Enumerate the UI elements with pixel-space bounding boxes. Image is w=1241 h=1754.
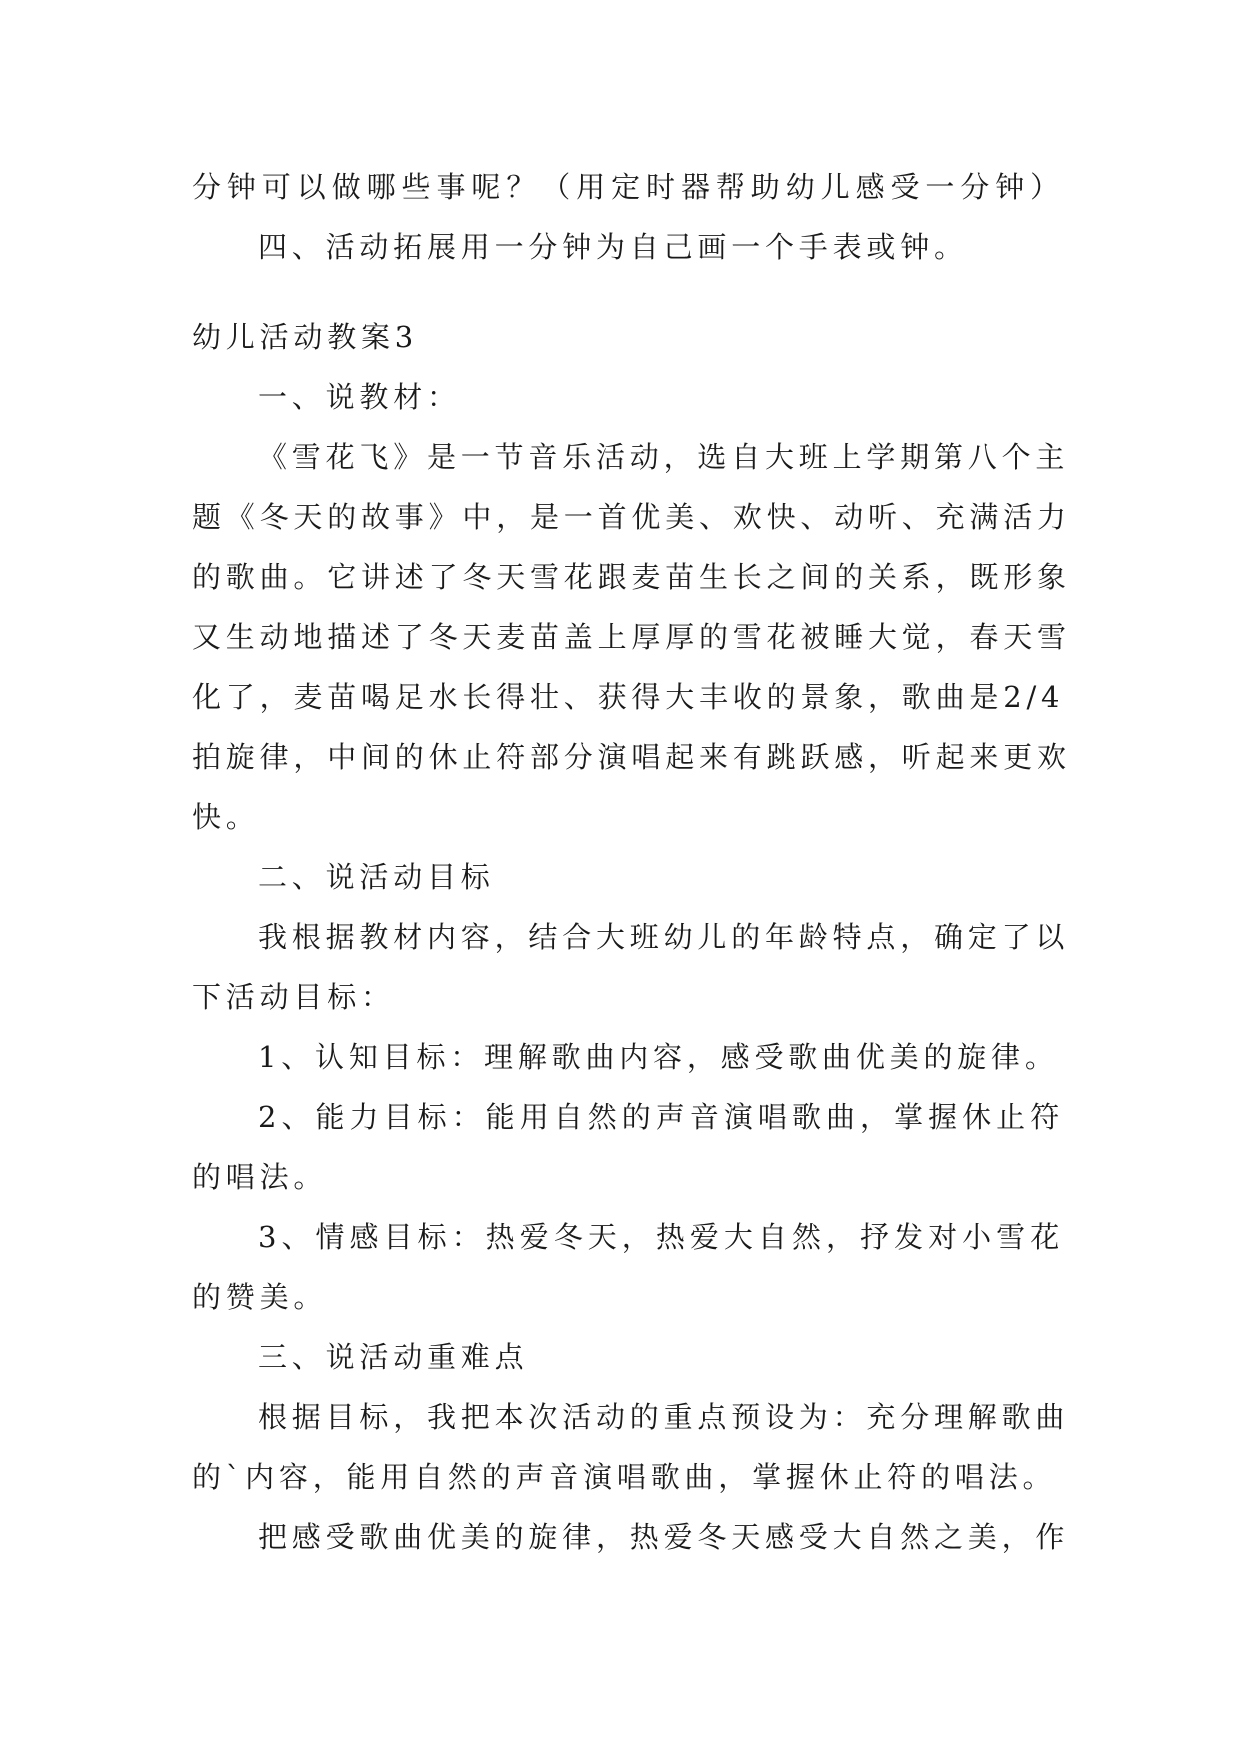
subsection-heading: 三、说活动重难点 bbox=[258, 1340, 529, 1374]
text-line: 拍旋律，中间的休止符部分演唱起来有跳跃感，听起来更欢 bbox=[192, 740, 1071, 774]
text-line: 根据目标，我把本次活动的重点预设为：充分理解歌曲 bbox=[258, 1400, 1070, 1434]
text-line: 2、能力目标：能用自然的声音演唱歌曲，掌握休止符 bbox=[258, 1100, 1064, 1134]
lesson-plan-block bbox=[192, 307, 1071, 1567]
text-line: 的歌曲。它讲述了冬天雪花跟麦苗生长之间的关系，既形象 bbox=[192, 560, 1071, 594]
text-line: 1、认知目标：理解歌曲内容，感受歌曲优美的旋律。 bbox=[258, 1040, 1059, 1074]
text-line: 下活动目标： bbox=[192, 980, 395, 1014]
section-title: 幼儿活动教案3 bbox=[192, 320, 419, 354]
previous-section-block bbox=[192, 157, 1064, 277]
text-line: 的赞美。 bbox=[192, 1280, 328, 1314]
text-line: 四、活动拓展用一分钟为自己画一个手表或钟。 bbox=[258, 230, 968, 264]
text-line: 分钟可以做哪些事呢？（用定时器帮助幼儿感受一分钟） bbox=[192, 170, 1064, 204]
text-line: 我根据教材内容，结合大班幼儿的年龄特点，确定了以 bbox=[258, 920, 1070, 954]
text-line: 3、情感目标：热爱冬天，热爱大自然，抒发对小雪花 bbox=[258, 1220, 1064, 1254]
text-line: 的`内容，能用自然的声音演唱歌曲，掌握休止符的唱法。 bbox=[192, 1460, 1057, 1494]
text-line: 题《冬天的故事》中，是一首优美、欢快、动听、充满活力 bbox=[192, 500, 1071, 534]
text-line: 又生动地描述了冬天麦苗盖上厚厚的雪花被睡大觉，春天雪 bbox=[192, 620, 1071, 654]
text-line: 快。 bbox=[192, 800, 260, 834]
subsection-heading: 一、说教材： bbox=[258, 380, 461, 414]
subsection-heading: 二、说活动目标 bbox=[258, 860, 495, 894]
text-line: 化了，麦苗喝足水长得壮、获得大丰收的景象，歌曲是2/4 bbox=[192, 680, 1065, 714]
text-line: 把感受歌曲优美的旋律，热爱冬天感受大自然之美，作 bbox=[258, 1520, 1070, 1554]
text-line: 《雪花飞》是一节音乐活动，选自大班上学期第八个主 bbox=[258, 440, 1070, 474]
text-line: 的唱法。 bbox=[192, 1160, 328, 1194]
